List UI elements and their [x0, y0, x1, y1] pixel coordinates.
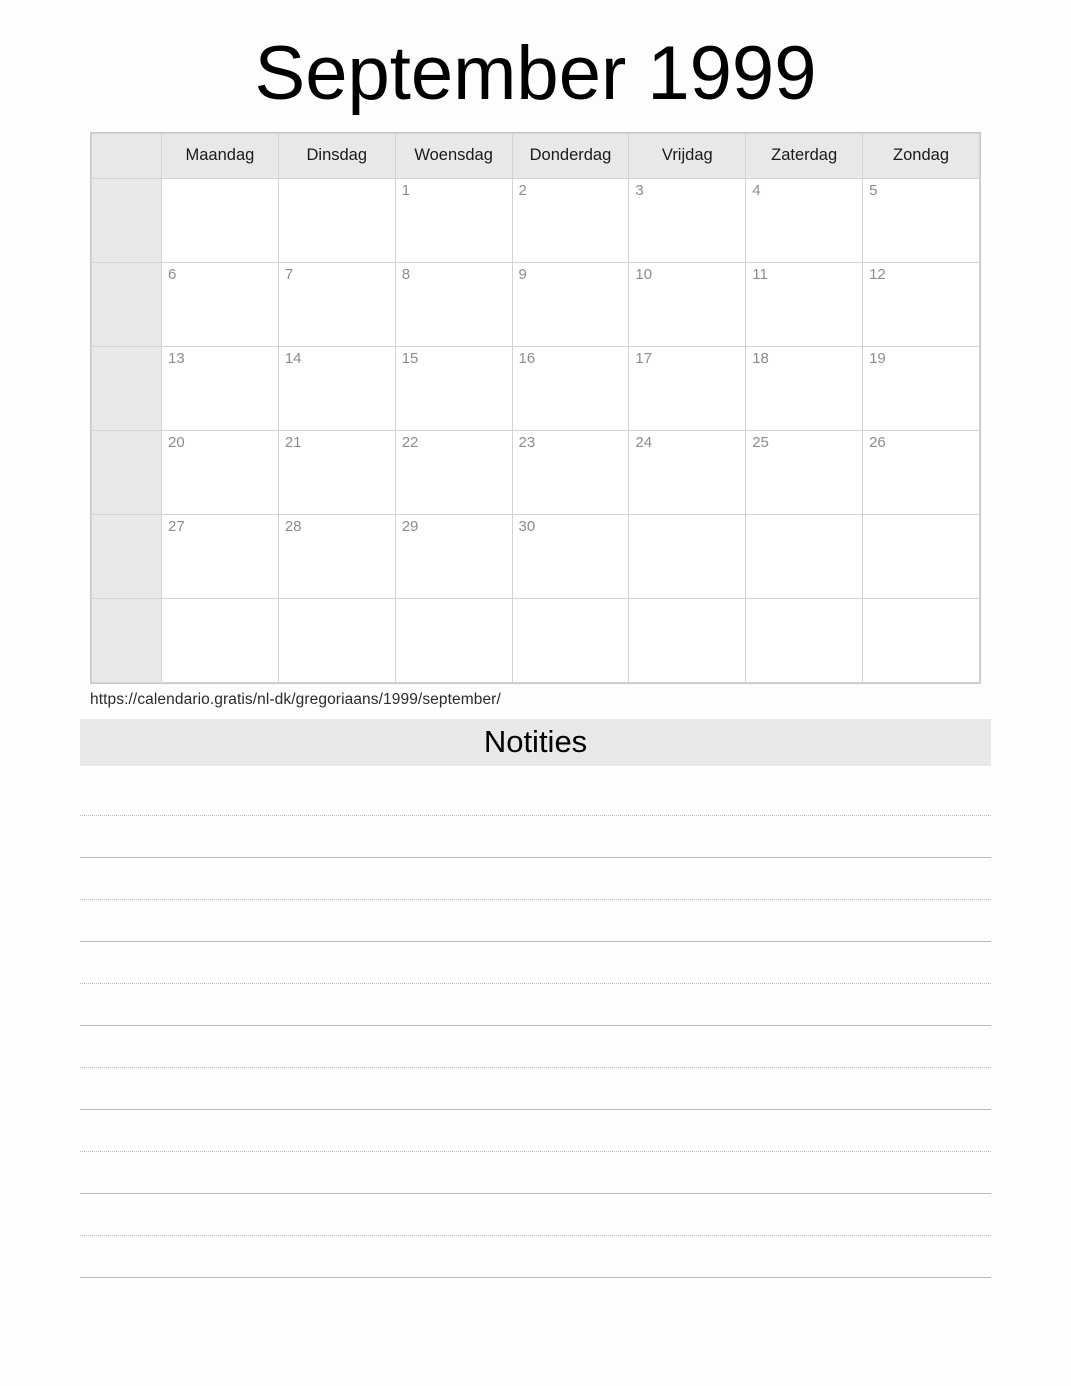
day-number: 2: [518, 181, 527, 199]
week-label: [92, 598, 162, 682]
notes-line[interactable]: [80, 1068, 991, 1110]
week-label: [92, 178, 162, 262]
weekday-header-thursday: Donderdag: [512, 133, 629, 178]
notes-line[interactable]: [80, 1152, 991, 1194]
day-number: [279, 599, 395, 603]
day-cell[interactable]: [512, 346, 629, 430]
weekday-header-sunday: Zondag: [863, 133, 980, 178]
day-number: 16: [518, 349, 536, 367]
day-number: [162, 179, 278, 183]
calendar-week-row: [92, 514, 980, 598]
notes-line[interactable]: [80, 942, 991, 984]
day-number: [396, 599, 512, 603]
day-cell[interactable]: [278, 262, 395, 346]
day-cell[interactable]: [395, 346, 512, 430]
day-number: 25: [752, 433, 769, 451]
day-cell[interactable]: [278, 598, 395, 682]
page-title: September 1999: [254, 31, 817, 116]
day-cell[interactable]: [629, 598, 746, 682]
day-cell[interactable]: [162, 430, 279, 514]
notes-lines: [80, 774, 991, 1278]
week-label: [92, 262, 162, 346]
weekday-header-saturday: Zaterdag: [746, 133, 863, 178]
day-cell[interactable]: [162, 514, 279, 598]
day-number: [863, 599, 979, 603]
day-number: 22: [401, 433, 419, 451]
week-label: [92, 514, 162, 598]
notes-line[interactable]: [80, 1110, 991, 1152]
day-number: [746, 599, 862, 603]
day-number: [746, 515, 862, 519]
day-number: 1: [401, 181, 411, 199]
day-cell[interactable]: [512, 598, 629, 682]
week-label: [92, 346, 162, 430]
notes-line[interactable]: [80, 1236, 991, 1278]
day-number: 24: [635, 433, 653, 451]
day-number: 19: [869, 349, 886, 367]
day-cell[interactable]: [278, 514, 395, 598]
day-cell[interactable]: [746, 262, 863, 346]
calendar-week-row: [92, 262, 980, 346]
day-cell[interactable]: [512, 178, 629, 262]
day-cell[interactable]: [395, 178, 512, 262]
day-number: 12: [869, 265, 886, 283]
day-cell[interactable]: [278, 430, 395, 514]
weekday-header-friday: Vrijdag: [629, 133, 746, 178]
day-cell[interactable]: [395, 514, 512, 598]
day-number: [863, 515, 979, 519]
day-number: 6: [168, 265, 177, 283]
day-number: 3: [635, 181, 644, 199]
day-number: 23: [518, 433, 536, 451]
weekday-header-monday: Maandag: [162, 133, 279, 178]
day-number: 29: [401, 517, 419, 535]
day-number: 5: [869, 181, 878, 199]
day-number: 17: [635, 349, 653, 367]
day-number: [162, 599, 278, 603]
weekday-header-tuesday: Dinsdag: [278, 133, 395, 178]
day-cell[interactable]: [863, 262, 980, 346]
day-cell[interactable]: [629, 262, 746, 346]
calendar-week-row: [92, 346, 980, 430]
day-number: 9: [518, 265, 527, 283]
day-cell[interactable]: [746, 346, 863, 430]
day-number: 10: [635, 265, 653, 283]
day-number: 13: [168, 349, 185, 367]
notes-heading: Notities: [80, 719, 991, 767]
day-number: 11: [752, 265, 768, 283]
day-number: 15: [401, 349, 419, 367]
day-number: 26: [869, 433, 886, 451]
day-cell[interactable]: [278, 346, 395, 430]
calendar-header-row: [92, 133, 980, 178]
day-number: 14: [284, 349, 302, 367]
day-cell[interactable]: [162, 178, 279, 262]
calendar-table: [91, 133, 980, 683]
day-cell[interactable]: [512, 514, 629, 598]
day-cell[interactable]: [278, 178, 395, 262]
day-cell[interactable]: [162, 262, 279, 346]
day-cell[interactable]: [629, 178, 746, 262]
notes-line[interactable]: [80, 816, 991, 858]
calendar-week-row: [92, 430, 980, 514]
day-cell[interactable]: [863, 178, 980, 262]
notes-section: [80, 719, 991, 1279]
day-number: 20: [168, 433, 185, 451]
weekday-header-wednesday: Woensdag: [395, 133, 512, 178]
day-cell[interactable]: [746, 178, 863, 262]
day-cell[interactable]: [863, 514, 980, 598]
source-url[interactable]: https://calendario.gratis/nl-dk/gregoriaans/1999/september/: [90, 690, 501, 708]
notes-line[interactable]: [80, 900, 991, 942]
day-cell[interactable]: [395, 430, 512, 514]
day-number: 30: [518, 517, 536, 535]
day-number: 8: [401, 265, 411, 283]
notes-line[interactable]: [80, 1194, 991, 1236]
day-cell[interactable]: [395, 598, 512, 682]
day-cell[interactable]: [629, 514, 746, 598]
day-number: [279, 179, 395, 183]
calendar-container: [90, 132, 981, 684]
day-cell[interactable]: [746, 598, 863, 682]
day-cell[interactable]: [863, 346, 980, 430]
day-cell[interactable]: [863, 598, 980, 682]
day-number: [513, 599, 629, 603]
day-cell[interactable]: [395, 262, 512, 346]
notes-line[interactable]: [80, 858, 991, 900]
week-number-header: [92, 133, 162, 178]
day-number: 28: [284, 517, 302, 535]
day-cell[interactable]: [746, 430, 863, 514]
calendar-week-row: [92, 598, 980, 682]
day-number: 27: [168, 517, 185, 535]
day-number: 21: [284, 433, 302, 451]
day-number: [629, 515, 745, 519]
calendar-week-row: [92, 178, 980, 262]
notes-line[interactable]: [80, 1026, 991, 1068]
day-number: 4: [752, 181, 761, 199]
day-cell[interactable]: [512, 430, 629, 514]
day-number: [629, 599, 745, 603]
notes-line[interactable]: [80, 984, 991, 1026]
day-cell[interactable]: [629, 430, 746, 514]
week-label: [92, 430, 162, 514]
day-cell[interactable]: [162, 346, 279, 430]
day-cell[interactable]: [863, 430, 980, 514]
day-cell[interactable]: [512, 262, 629, 346]
day-number: 7: [284, 265, 294, 283]
day-cell[interactable]: [746, 514, 863, 598]
day-cell[interactable]: [162, 598, 279, 682]
day-cell[interactable]: [629, 346, 746, 430]
day-number: 18: [752, 349, 769, 367]
notes-line[interactable]: [80, 774, 991, 816]
